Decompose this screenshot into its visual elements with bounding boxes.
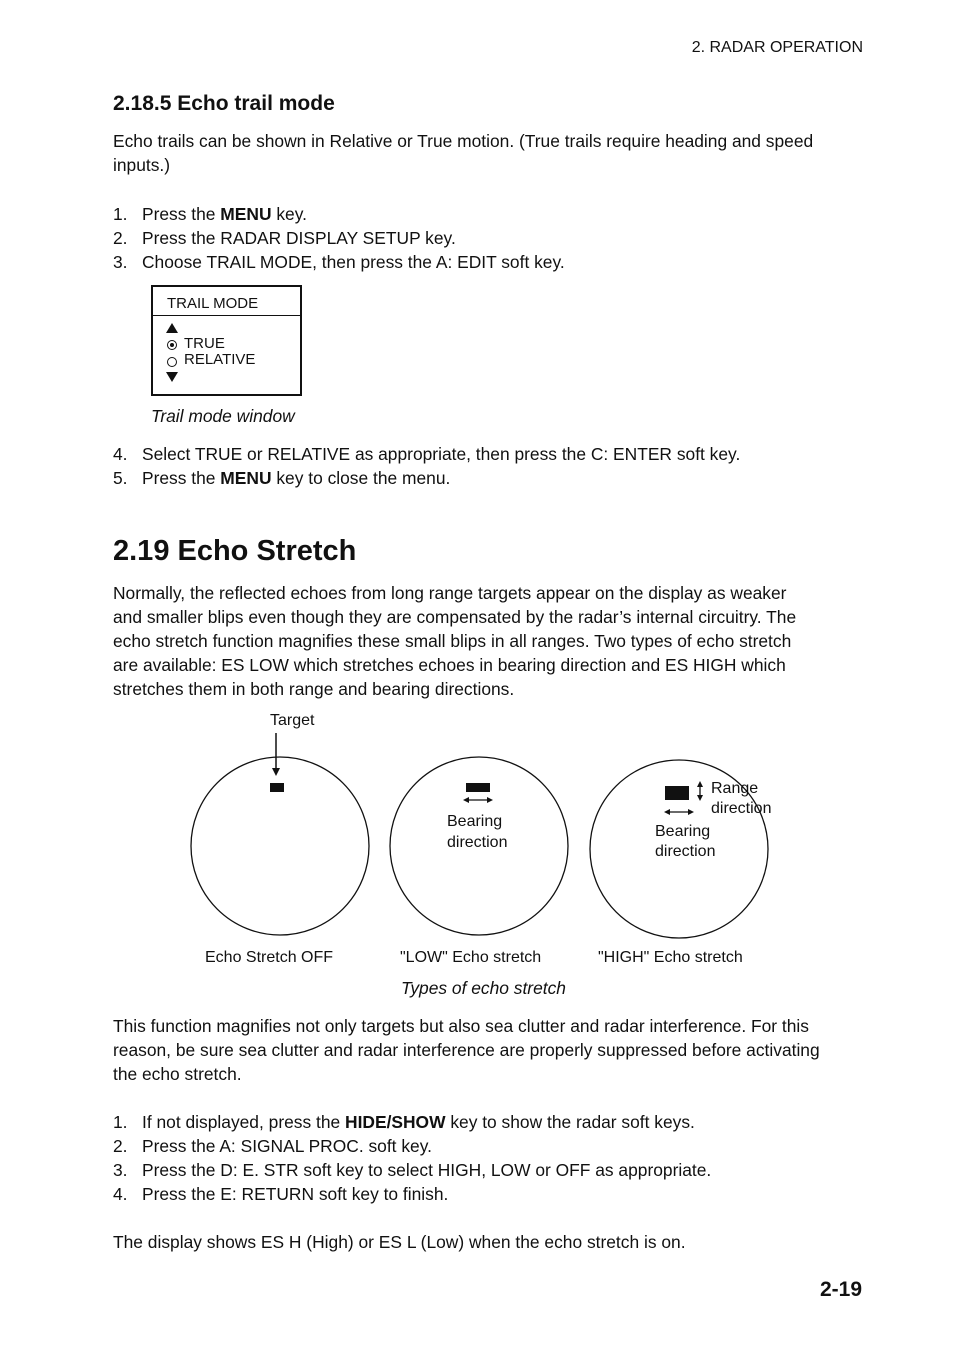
radio-true-icon [167, 340, 177, 350]
intro-line: and smaller blips even though they are compensated by the radar’s internal circuitry. The [113, 607, 797, 627]
list-item: 2. Press the RADAR DISPLAY SETUP key. [113, 228, 456, 248]
high-range-label: direction [711, 800, 772, 817]
trail-window-caption: Trail mode window [151, 406, 295, 426]
intro-line: Normally, the reflected echoes from long range targets appear on the display as weaker [113, 583, 787, 603]
list-item: 5. Press the MENU key to close the menu. [113, 468, 451, 488]
target-blip-low [466, 783, 490, 792]
page-number: 2-19 [819, 1278, 862, 1301]
intro-line: stretches them in both range and bearing directions. [113, 679, 515, 699]
running-head: 2. RADAR OPERATION [691, 39, 863, 56]
low-bearing-label: direction [447, 834, 508, 851]
trail-mode-title: TRAIL MODE [167, 295, 259, 312]
intro-line: echo stretch function magnifies these small blips in all ranges. Two types of echo stretch [113, 631, 792, 651]
target-blip-high [665, 786, 689, 800]
range-arrow-icon [697, 781, 703, 801]
list-item: 4. Press the E: RETURN soft key to finish. [113, 1184, 449, 1204]
option-true-label: TRUE [184, 335, 225, 352]
trail-intro: Echo trails can be shown in Relative or True motion. (True trails require heading and speed inputs.) [113, 131, 814, 175]
low-bearing-label: Bearing [447, 813, 503, 830]
option-relative-label: RELATIVE [184, 351, 256, 368]
panel-label-high: "HIGH" Echo stretch [598, 949, 743, 966]
bearing-arrow-icon [463, 797, 493, 803]
scroll-down-icon [166, 372, 178, 382]
target-label: Target [270, 712, 315, 729]
list-item: 3. Press the D: E. STR soft key to select HIGH, LOW or OFF as appropriate. [113, 1160, 712, 1180]
radar-scope-off [191, 757, 369, 935]
note-line: reason, be sure sea clutter and radar interference are properly suppressed before activating [113, 1040, 820, 1060]
trail-mode-divider [153, 315, 300, 316]
list-item: 1. Press the MENU key. [113, 204, 307, 224]
section-title: 2.19 Echo Stretch [113, 535, 357, 567]
intro-line: are available: ES LOW which stretches echoes in bearing direction and ES HIGH which [113, 655, 786, 675]
panel-label-low: "LOW" Echo stretch [400, 949, 542, 966]
high-bearing-label: Bearing [655, 823, 711, 840]
note-line: the echo stretch. [113, 1064, 242, 1084]
subsection-title: 2.18.5 Echo trail mode [113, 92, 335, 115]
trail-mode-window [151, 285, 302, 396]
high-range-label: Range [711, 780, 759, 797]
list-item: 2. Press the A: SIGNAL PROC. soft key. [113, 1136, 432, 1156]
list-item: 4. Select TRUE or RELATIVE as appropriate, then press the C: ENTER soft key. [113, 444, 741, 464]
list-item: 1. If not displayed, press the HIDE/SHOW key to show the radar soft keys. [113, 1112, 695, 1132]
panel-label-off: Echo Stretch OFF [205, 949, 334, 966]
bearing-arrow-icon [664, 809, 694, 815]
closing-text: The display shows ES H (High) or ES L (Low) when the echo stretch is on. [113, 1232, 686, 1252]
scroll-up-icon [166, 323, 178, 333]
target-blip-off [270, 783, 284, 792]
radio-relative-icon [167, 357, 177, 367]
note-line: This function magnifies not only targets but also sea clutter and radar interference. For this [113, 1016, 809, 1036]
figure-caption: Types of echo stretch [401, 978, 566, 998]
high-bearing-label: direction [655, 843, 716, 860]
list-item: 3. Choose TRAIL MODE, then press the A: EDIT soft key. [113, 252, 565, 272]
